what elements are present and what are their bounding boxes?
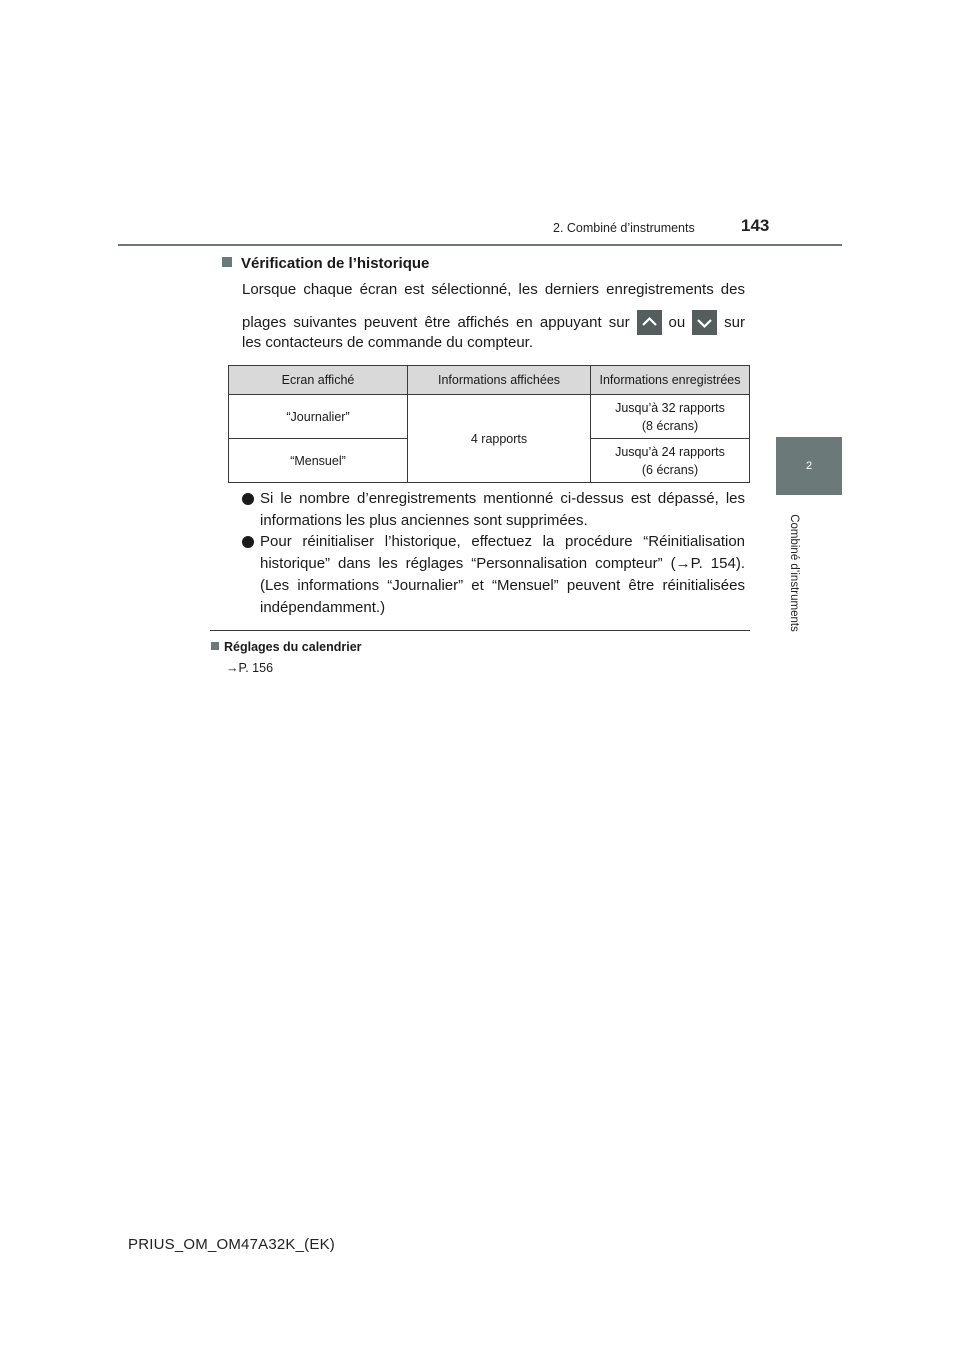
chapter-tab-label: [779, 503, 809, 643]
saved-line-2: (6 écrans): [641, 462, 699, 477]
table-cell-screen: “Mensuel”: [229, 439, 408, 483]
intro-line-1: Lorsque chaque écran est sélectionné, les derniers enregistrements des: [242, 281, 745, 298]
table-cell-saved: [591, 439, 750, 483]
intro-line-2: [242, 310, 745, 335]
intro-line-3: les contacteurs de commande du compteur.: [242, 334, 533, 351]
note-heading: [211, 640, 362, 654]
history-table: [228, 365, 750, 483]
bullet-dot-icon: [242, 536, 254, 548]
page-reference-link[interactable]: →P. 156: [226, 661, 274, 675]
table-cell-saved: [591, 395, 750, 439]
bullet-text: Pour réinitialiser l’historique, effectuez la procédure “Réinitialisation historique” dans les réglages “Personnalisation compteur” (→P. 154). (Les informations “Journalier” et “Mensuel” peuvent être réinitialisées indépendamment.): [260, 533, 745, 616]
page-number: 143: [741, 216, 770, 235]
table-row: [229, 395, 750, 439]
table-cell-displayed: 4 rapports: [408, 395, 591, 483]
bullet-text: Si le nombre d’enregistrements mentionné ci-dessus est dépassé, les informations les plus anciennes sont supprimées.: [260, 490, 745, 529]
running-header-section: 2. Combiné d’instruments: [553, 221, 695, 235]
intro-line-2-or: ou: [668, 314, 686, 331]
saved-line-1: Jusqu’à 32 rapports: [615, 400, 725, 415]
chevron-up-icon: [637, 310, 662, 335]
bullet-item: [242, 531, 745, 619]
bullet-dot-icon: [242, 493, 254, 505]
table-header-cell: Ecran affiché: [229, 366, 408, 395]
table-header-row: [229, 366, 750, 395]
note-square-icon: [211, 642, 219, 650]
table-cell-screen: “Journalier”: [229, 395, 408, 439]
saved-line-2: (8 écrans): [641, 418, 699, 433]
note-divider: [210, 630, 750, 631]
intro-line-2-end: sur: [724, 314, 745, 331]
table-header-cell: Informations enregistrées: [591, 366, 750, 395]
intro-line-2-start: plages suivantes peuvent être affichés en appuyant sur: [242, 314, 630, 331]
chevron-down-icon: [692, 310, 717, 335]
note-title: Réglages du calendrier: [224, 640, 362, 654]
chapter-tab-label-text: Combiné d’instruments: [788, 514, 800, 632]
section-heading: [222, 255, 429, 272]
chapter-tab-number: 2: [805, 460, 813, 472]
header-divider: [118, 244, 842, 246]
table-header-cell: Informations affichées: [408, 366, 591, 395]
document-code: PRIUS_OM_OM47A32K_(EK): [128, 1236, 335, 1253]
heading-square-icon: [222, 257, 232, 267]
section-title: Vérification de l’historique: [241, 255, 430, 272]
bullet-item: [242, 488, 745, 532]
saved-line-1: Jusqu’à 24 rapports: [615, 444, 725, 459]
chapter-tab: [776, 437, 842, 495]
